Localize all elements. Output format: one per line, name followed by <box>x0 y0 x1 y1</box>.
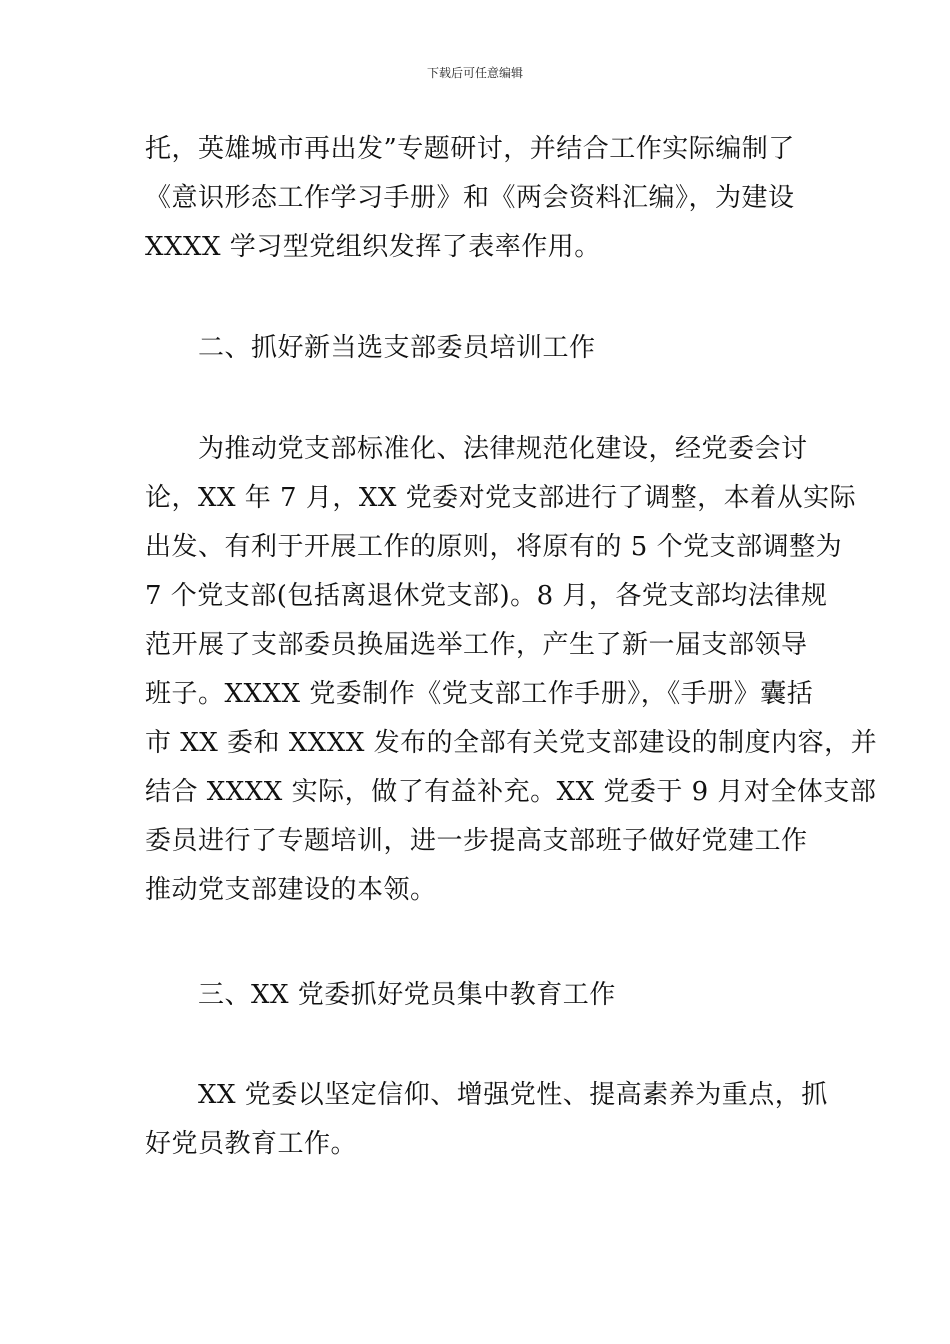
paragraph-continuation <box>145 125 810 272</box>
text-line: 班子。XXXX 党委制作《党支部工作手册》，《手册》囊括 <box>145 679 814 709</box>
text-line: 为推动党支部标准化、法律规范化建设，经党委会讨 <box>198 434 808 464</box>
text-line: XX 党委以坚定信仰、增强党性、提高素养为重点，抓 <box>198 1080 828 1110</box>
text-line: 结合 XXXX 实际，做了有益补充。XX 党委于 9 月对全体支部 <box>145 777 877 807</box>
text-line: 托，英雄城市再出发”专题研讨，并结合工作实际编制了 <box>145 134 795 164</box>
text-line: 7 个党支部(包括离退休党支部)。8 月，各党支部均法律规 <box>145 581 828 611</box>
section-heading-3 <box>145 971 810 1020</box>
section-heading-2 <box>145 324 810 373</box>
text-line: 好党员教育工作。 <box>145 1129 358 1159</box>
heading-text: 二、抓好新当选支部委员培训工作 <box>198 333 596 363</box>
text-line: 委员进行了专题培训，进一步提高支部班子做好党建工作 <box>145 826 808 856</box>
heading-text: 三、XX 党委抓好党员集中教育工作 <box>198 980 616 1010</box>
text-line: 《意识形态工作学习手册》和《两会资料汇编》，为建设 <box>145 183 795 213</box>
paragraph-member-education <box>145 1071 828 1169</box>
text-line: 论，XX 年 7 月，XX 党委对党支部进行了调整，本着从实际 <box>145 483 857 513</box>
text-line: XXXX 学习型党组织发挥了表率作用。 <box>145 232 601 262</box>
text-line: 市 XX 委和 XXXX 发布的全部有关党支部建设的制度内容，并 <box>145 728 878 758</box>
text-line: 出发、有利于开展工作的原则，将原有的 5 个党支部调整为 <box>145 532 843 562</box>
text-line: 推动党支部建设的本领。 <box>145 875 437 905</box>
paragraph-branch-training <box>145 425 878 915</box>
page-header-note: 下载后可任意编辑 <box>426 66 523 80</box>
text-line: 范开展了支部委员换届选举工作，产生了新一届支部领导 <box>145 630 808 660</box>
